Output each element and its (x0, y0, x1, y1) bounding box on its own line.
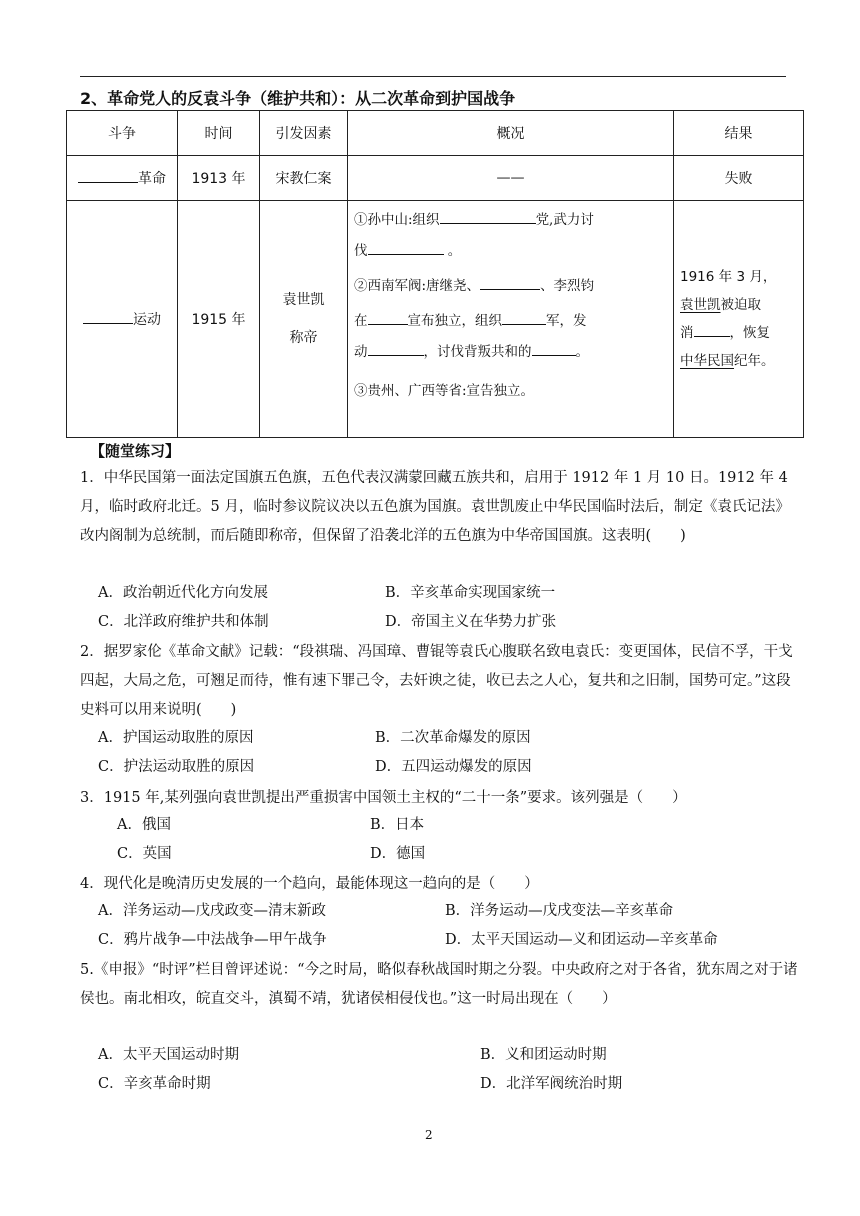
option-c[interactable]: C．鸦片战争—中法战争—甲午战争 (98, 932, 327, 948)
result-line (680, 291, 797, 319)
header-rule (80, 76, 786, 77)
struggle-cell (67, 201, 178, 438)
option-b[interactable]: B．日本 (370, 817, 425, 833)
option-b[interactable]: B．二次革命爆发的原因 (375, 730, 531, 746)
option-d[interactable]: D．德国 (370, 846, 426, 862)
fill-blank[interactable] (83, 309, 133, 324)
struggle-name: 革命 (138, 171, 166, 187)
text: 。 (447, 243, 462, 259)
table-row (67, 156, 804, 201)
option-d[interactable]: D．北洋军阀统治时期 (480, 1076, 623, 1092)
struggle-name: 运动 (133, 312, 161, 328)
text: 消 (680, 325, 694, 341)
overview-line (354, 236, 667, 267)
overview-cell: —— (348, 156, 674, 201)
text: ，讨伐背叛共和的 (423, 344, 532, 360)
table-row (67, 201, 804, 438)
result-line: 1916 年 3 月， (680, 269, 777, 285)
text: 、李烈钧 (540, 278, 595, 294)
question-text: 1．中华民国第一面法定国旗五色旗，五色代表汉满蒙回藏五族共和，启用于 1912 年 1 月 10 日。1912 年 4 月，临时政府北迁。5 月，临时参议院议决以五色旗为国旗。袁世凯废止中华民国临时法后，制定《袁氏记法》改内阁制为总统制，而后随即称帝，但保留了沿袭北洋的五色旗为中华帝国国旗。这表明( ) (80, 470, 790, 544)
question-text: 3．1915 年,某列强向袁世凯提出严重损害中国领土主权的“二十一条”要求。该列强是（ ） (80, 790, 687, 806)
cause-cell (260, 201, 348, 438)
result-line (680, 347, 797, 375)
overview-cell (348, 201, 674, 438)
option-b[interactable]: B．辛亥革命实现国家统一 (385, 585, 556, 601)
option-a[interactable]: A．政治朝近代化方向发展 (98, 585, 268, 601)
fill-blank[interactable] (694, 322, 730, 337)
question-text: 4．现代化是晚清历史发展的一个趋向，最能体现这一趋向的是（ ） (80, 876, 539, 892)
text: ③贵州、广西等省:宣告独立。 (354, 383, 535, 399)
question-4 (80, 870, 800, 899)
fill-blank[interactable] (368, 310, 408, 325)
overview-line (354, 306, 667, 337)
result-cell (674, 201, 804, 438)
option-d[interactable]: D．五四运动爆发的原因 (375, 759, 532, 775)
question-2 (80, 638, 800, 725)
question-text: 5.《申报》“时评”栏目曾评述说：“今之时局，略似春秋战国时期之分裂。中央政府之对于各省，犹东周之对于诸侯也。南北相攻，皖直交斗，滇蜀不靖，犹诸侯相侵伐也。”这一时局出现在（ ） (80, 962, 798, 1007)
text: 中华民国 (680, 353, 734, 369)
time-cell: 1915 年 (178, 201, 260, 438)
header-cell: 引发因素 (260, 111, 348, 156)
header-cell: 结果 (674, 111, 804, 156)
struggle-table (66, 110, 804, 438)
text: 宣布独立，组织 (407, 313, 502, 329)
text: 伐 (354, 243, 368, 259)
fill-blank[interactable] (368, 240, 444, 255)
time-cell: 1913 年 (178, 156, 260, 201)
cause-line: 称帝 (289, 330, 318, 346)
text: ①孙中山:组织 (354, 212, 440, 228)
fill-blank[interactable] (480, 275, 540, 290)
cause-cell: 宋教仁案 (260, 156, 348, 201)
option-c[interactable]: C．北洋政府维护共和体制 (98, 614, 269, 630)
text: 。 (575, 344, 589, 360)
fill-blank[interactable] (78, 168, 138, 183)
cause-line: 袁世凯 (282, 292, 325, 308)
option-c[interactable]: C．护法运动取胜的原因 (98, 759, 255, 775)
overview-line (354, 337, 667, 368)
header-cell: 概况 (348, 111, 674, 156)
option-a[interactable]: A．俄国 (117, 817, 171, 833)
result-cell: 失败 (674, 156, 804, 201)
text: 被迫取 (720, 297, 761, 313)
option-c[interactable]: C．英国 (117, 846, 172, 862)
table-header-row (67, 111, 804, 156)
fill-blank[interactable] (532, 341, 576, 356)
text: 纪年。 (734, 353, 775, 369)
fill-blank[interactable] (502, 310, 546, 325)
struggle-cell (67, 156, 178, 201)
header-cell: 时间 (178, 111, 260, 156)
question-3 (80, 784, 800, 813)
fill-blank[interactable] (440, 209, 536, 224)
text: 党,武力讨 (535, 212, 594, 228)
text: 袁世凯 (680, 297, 721, 313)
text: ，恢复 (729, 325, 770, 341)
text: 动 (354, 344, 368, 360)
practice-section-title: 【随堂练习】 (90, 442, 181, 460)
question-5 (80, 956, 800, 1014)
overview-line (354, 271, 667, 302)
page-number: 2 (425, 1128, 433, 1142)
option-c[interactable]: C．辛亥革命时期 (98, 1076, 211, 1092)
text: 在 (354, 313, 368, 329)
section-heading: 2、革命党人的反袁斗争（维护共和）：从二次革命到护国战争 (80, 89, 516, 108)
option-a[interactable]: A．洋务运动—戊戌政变—清末新政 (98, 903, 326, 919)
overview-line (354, 376, 667, 407)
option-d[interactable]: D．太平天国运动—义和团运动—辛亥革命 (445, 932, 718, 948)
fill-blank[interactable] (368, 341, 424, 356)
option-b[interactable]: B．洋务运动—戊戌变法—辛亥革命 (445, 903, 674, 919)
text: ②西南军阀:唐继尧、 (354, 278, 481, 294)
option-b[interactable]: B．义和团运动时期 (480, 1047, 607, 1063)
overview-line (354, 205, 667, 236)
question-text: 2．据罗家伦《革命文献》记载：“段祺瑞、冯国璋、曹锟等袁氏心腹联名致电袁氏：变更国体，民信不孚，干戈四起，大局之危，可翘足而待，惟有速下罪己令，去奸谀之徒，收已去之人心，复共和之旧制，国势可定。”这段史料可以用来说明( ) (80, 644, 793, 718)
text: 军，发 (546, 313, 587, 329)
option-a[interactable]: A．太平天国运动时期 (98, 1047, 239, 1063)
result-line (680, 319, 797, 347)
option-a[interactable]: A．护国运动取胜的原因 (98, 730, 254, 746)
header-cell: 斗争 (67, 111, 178, 156)
question-1 (80, 464, 800, 551)
option-d[interactable]: D．帝国主义在华势力扩张 (385, 614, 557, 630)
